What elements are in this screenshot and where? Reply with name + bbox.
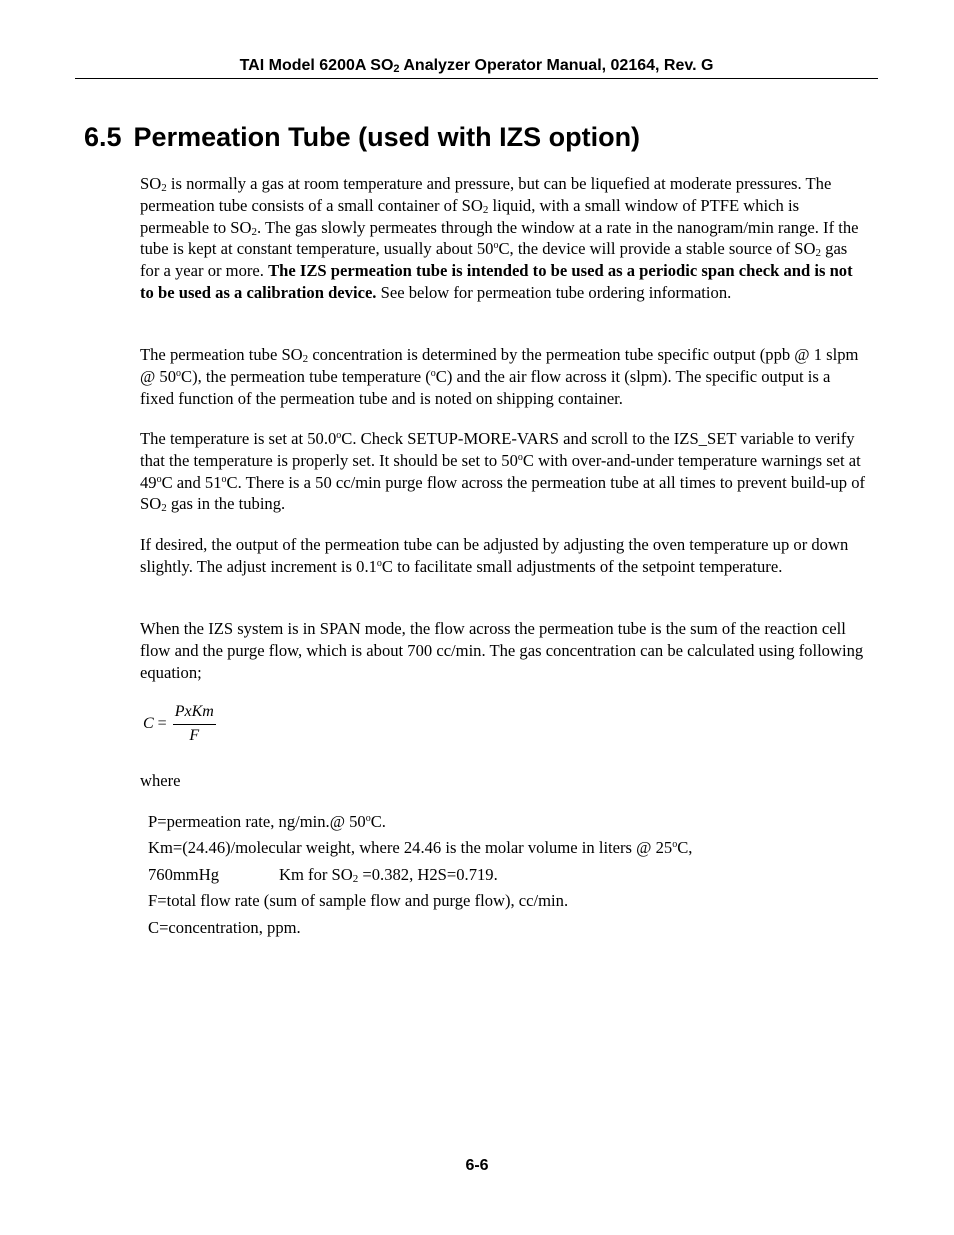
equation-numerator: PxKm bbox=[173, 703, 216, 725]
paragraph-intro: $SO_2$ is normally a gas at room temperature and pressure, but can be liquefied at moderate pressures. The permeation tube consists of a small container of $SO_2$ liquid, with a small window of PTFE which is permeable to $SO_2$. The gas slowly permeates through the window at a rate in the nanogram/min range. If the tube is kept at constant temperature, usually about 50$^o$C, the device will provide a stable source of $SO_2$ gas for a year or more. The IZS permeation tube is intended to be used as a periodic span check and is not to be used as a calibration device. See below for permeation tube ordering information. bbox=[140, 174, 859, 302]
equation-denominator: F bbox=[189, 727, 200, 744]
equation-fraction bbox=[173, 703, 216, 745]
running-header bbox=[75, 56, 878, 76]
paragraph-adjustment: If desired, the output of the permeation tube can be adjusted by adjusting the oven temperature up or down slightly. The adjust increment is 0.1$^o$C to facilitate small adjustments of the setpoint temperature. bbox=[140, 535, 849, 576]
variable-definitions bbox=[148, 809, 868, 941]
where-label: where bbox=[140, 771, 181, 790]
warning-text: The IZS permeation tube is intended to be used as a periodic span check and is not to be used as a calibration device. bbox=[140, 261, 853, 302]
header-text: TAI Model 6200A SO bbox=[239, 57, 394, 74]
header-rule bbox=[75, 78, 878, 79]
definition-km-values: 760mmHg Km for $SO_2 =0.382$, H2S=0.719. bbox=[148, 864, 498, 885]
paragraph-concentration: The permeation tube $SO_2$ concentration is determined by the permeation tube specific output (ppb @ 1 slpm @ 50$^o$C), the permeation tube temperature ($^o$C) and the air flow across it (slpm). The specific output is a fixed function of the permeation tube and is noted on shipping container. bbox=[140, 345, 859, 408]
header-text-rest: Analyzer Operator Manual, 02164, Rev. G bbox=[399, 57, 714, 74]
definition-km: Km=(24.46)/molecular weight, where 24.46 is the molar volume in liters @ 25$^o$C, bbox=[148, 838, 693, 858]
section-heading bbox=[84, 118, 640, 156]
paragraph-span-mode: When the IZS system is in SPAN mode, the flow across the permeation tube is the sum of the reaction cell flow and the purge flow, which is about 700 cc/min. The gas concentration can be calculated using following equation; bbox=[140, 619, 864, 682]
definition-f: F=total flow rate (sum of sample flow and purge flow), cc/min. bbox=[148, 891, 569, 911]
section-title: Permeation Tube (used with IZS option) bbox=[133, 122, 641, 152]
definition-p: P=permeation rate, ng/min.@ 50$^o$C. bbox=[148, 812, 386, 831]
paragraph-temperature: The temperature is set at 50.0$^o$C. Check SETUP-MORE-VARS and scroll to the IZS_SET variable to verify that the temperature is properly set. It should be set to 50$^o$C with over-and-under temperature warnings set at 49$^o$C and 51$^o$C. There is a 50 cc/min purge flow across the permeation tube at all times to prevent build-up of $SO_2$ gas in the tubing. bbox=[140, 429, 866, 515]
section-number: 6.5 bbox=[84, 122, 122, 152]
equals-sign: = bbox=[157, 715, 167, 732]
concentration-equation bbox=[143, 703, 216, 745]
header-subscript: 2 bbox=[393, 63, 400, 75]
definition-c: C=concentration, ppm. bbox=[148, 917, 301, 937]
page-number: 6-6 bbox=[465, 1157, 489, 1174]
equation-lhs: C bbox=[143, 715, 154, 732]
